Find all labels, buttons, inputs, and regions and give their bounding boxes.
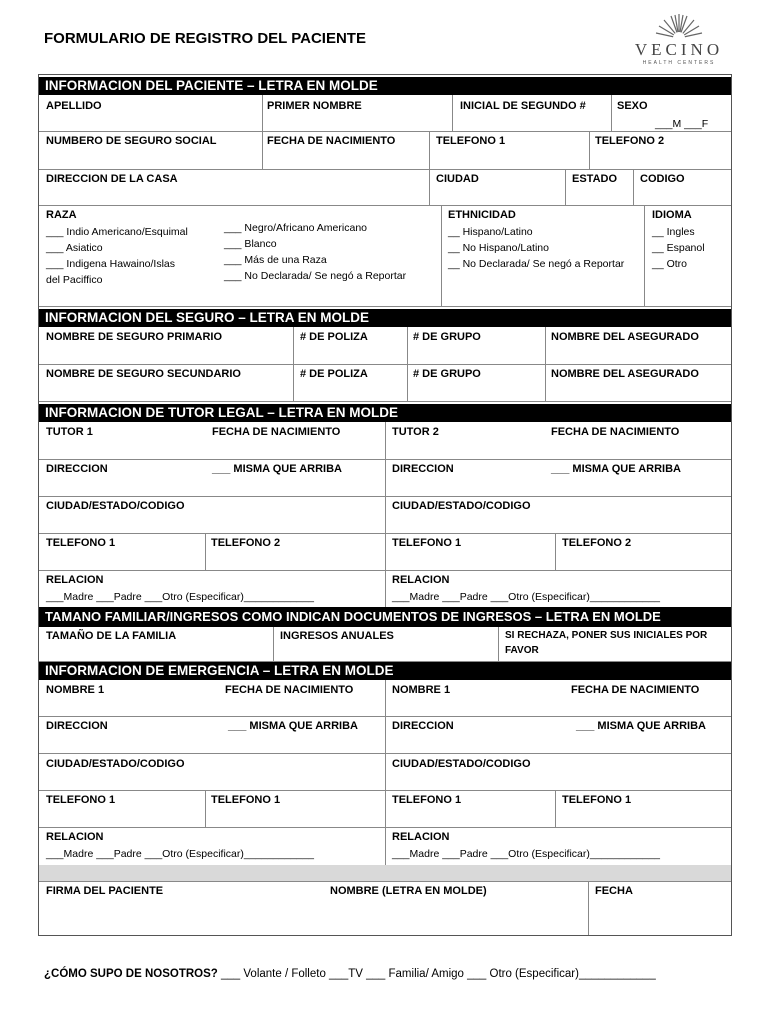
ssn-field[interactable]: NUMBERO DE SEGURO SOCIAL: [46, 135, 217, 147]
idioma-label: IDIOMA: [652, 209, 692, 221]
how-found-options[interactable]: ___ Volante / Folleto ___TV ___ Familia/ Amigo ___ Otro (Especificar)____________: [221, 968, 656, 980]
income-section-header: TAMANO FAMILIAR/INGRESOS COMO INDICAN DOCUMENTOS DE INGRESOS – LETRA EN MOLDE: [39, 607, 731, 627]
asegurado-field[interactable]: NOMBRE DEL ASEGURADO: [551, 331, 699, 343]
emergencia1-direccion-field[interactable]: DIRECCION: [46, 720, 108, 732]
inicial-field[interactable]: INICIAL DE SEGUNDO #: [460, 100, 586, 112]
emergencia1-misma-checkbox[interactable]: ___ MISMA QUE ARRIBA: [228, 720, 358, 732]
logo-name: VECINO: [634, 40, 724, 59]
apellido-field[interactable]: APELLIDO: [46, 100, 102, 112]
how-found-us: [44, 968, 656, 980]
emergencia2-tel1-field[interactable]: TELEFONO 1: [392, 794, 462, 806]
poliza-field[interactable]: # DE POLIZA: [300, 331, 368, 343]
idioma-option[interactable]: __ Otro: [652, 258, 688, 270]
ethnicidad-label: ETHNICIDAD: [448, 209, 516, 221]
nombre-molde-field[interactable]: NOMBRE (LETRA EN MOLDE): [330, 885, 487, 897]
tutor2-misma-checkbox[interactable]: ___ MISMA QUE ARRIBA: [551, 463, 681, 475]
poliza-field[interactable]: # DE POLIZA: [300, 368, 368, 380]
emergencia2-ciudad-field[interactable]: CIUDAD/ESTADO/CODIGO: [392, 758, 531, 770]
raza-option[interactable]: ___ Negro/Africano Americano: [224, 222, 367, 234]
emergencia1-dob-field[interactable]: FECHA DE NACIMIENTO: [225, 684, 354, 696]
idioma-option[interactable]: __ Espanol: [652, 242, 705, 254]
ethnicidad-option[interactable]: __ No Hispano/Latino: [448, 242, 549, 254]
rechaza-field-cont: FAVOR: [505, 645, 539, 656]
emergencia1-relacion-label: RELACION: [46, 831, 104, 843]
tutor2-direccion-field[interactable]: DIRECCION: [392, 463, 454, 475]
direccion-field[interactable]: DIRECCION DE LA CASA: [46, 173, 178, 185]
tutor1-direccion-field[interactable]: DIRECCION: [46, 463, 108, 475]
raza-option[interactable]: ___ No Declarada/ Se negó a Reportar: [224, 270, 407, 282]
emergency-section-header: INFORMACION DE EMERGENCIA – LETRA EN MOLDE: [39, 662, 731, 680]
tutor1-misma-checkbox[interactable]: ___ MISMA QUE ARRIBA: [212, 463, 342, 475]
emergencia1-tel1-field[interactable]: TELEFONO 1: [46, 794, 116, 806]
sunburst-icon: [624, 10, 734, 40]
asegurado-field[interactable]: NOMBRE DEL ASEGURADO: [551, 368, 699, 380]
raza-option[interactable]: ___ Blanco: [224, 238, 277, 250]
emergencia2-dob-field[interactable]: FECHA DE NACIMIENTO: [571, 684, 700, 696]
tutor2-dob-field[interactable]: FECHA DE NACIMIENTO: [551, 426, 680, 438]
tutor1-dob-field[interactable]: FECHA DE NACIMIENTO: [212, 426, 341, 438]
firma-field[interactable]: FIRMA DEL PACIENTE: [46, 885, 164, 897]
tutor2-tel1-field[interactable]: TELEFONO 1: [392, 537, 462, 549]
estado-field[interactable]: ESTADO: [572, 173, 618, 185]
logo-tagline: HEALTH CENTERS: [642, 60, 716, 66]
seguro-primario-field[interactable]: NOMBRE DE SEGURO PRIMARIO: [46, 331, 223, 343]
emergencia2-relacion-label: RELACION: [392, 831, 450, 843]
raza-option-cont: del Paciffico: [46, 274, 103, 286]
tutor1-relacion-label: RELACION: [46, 574, 104, 586]
telefono1-field[interactable]: TELEFONO 1: [436, 135, 506, 147]
emergencia1-tel2-field[interactable]: TELEFONO 1: [211, 794, 281, 806]
tutor2-tel2-field[interactable]: TELEFONO 2: [562, 537, 632, 549]
idioma-option[interactable]: __ Ingles: [652, 226, 695, 238]
ethnicidad-option[interactable]: __ No Declarada/ Se negó a Reportar: [448, 258, 625, 270]
dob-field[interactable]: FECHA DE NACIMIENTO: [267, 135, 396, 147]
emergencia1-ciudad-field[interactable]: CIUDAD/ESTADO/CODIGO: [46, 758, 185, 770]
tutor2-relacion-label: RELACION: [392, 574, 450, 586]
ingresos-field[interactable]: INGRESOS ANUALES: [280, 630, 394, 642]
emergencia2-direccion-field[interactable]: DIRECCION: [392, 720, 454, 732]
rechaza-field[interactable]: SI RECHAZA, PONER SUS INICIALES POR: [505, 630, 708, 641]
tutor1-tel1-field[interactable]: TELEFONO 1: [46, 537, 116, 549]
sexo-options[interactable]: ___M ___F: [655, 118, 709, 130]
emergencia2-tel2-field[interactable]: TELEFONO 1: [562, 794, 632, 806]
tutor1-field[interactable]: TUTOR 1: [46, 426, 93, 438]
fecha-field[interactable]: FECHA: [595, 885, 633, 897]
raza-option[interactable]: ___ Asiatico: [46, 242, 103, 254]
tutor2-ciudad-field[interactable]: CIUDAD/ESTADO/CODIGO: [392, 500, 531, 512]
guardian-section-header: INFORMACION DE TUTOR LEGAL – LETRA EN MOLDE: [39, 404, 731, 422]
raza-option[interactable]: ___ Más de una Raza: [224, 254, 327, 266]
primer-nombre-field[interactable]: PRIMER NOMBRE: [267, 100, 362, 112]
familia-field[interactable]: TAMAÑO DE LA FAMILIA: [46, 630, 177, 642]
insurance-section-header: INFORMACION DEL SEGURO – LETRA EN MOLDE: [39, 309, 731, 327]
ciudad-field[interactable]: CIUDAD: [436, 173, 479, 185]
tutor1-tel2-field[interactable]: TELEFONO 2: [211, 537, 281, 549]
tutor1-relacion-options[interactable]: ___Madre ___Padre ___Otro (Especificar)____________: [46, 591, 314, 603]
telefono2-field[interactable]: TELEFONO 2: [595, 135, 665, 147]
sexo-field[interactable]: SEXO: [617, 100, 648, 112]
codigo-field[interactable]: CODIGO: [640, 173, 685, 185]
tutor2-relacion-options[interactable]: ___Madre ___Padre ___Otro (Especificar)____________: [392, 591, 660, 603]
emergencia2-relacion-options[interactable]: ___Madre ___Padre ___Otro (Especificar)____________: [392, 848, 660, 860]
how-found-question: ¿CÓMO SUPO DE NOSOTROS?: [44, 968, 218, 980]
vecino-logo: [624, 10, 734, 66]
separator-bar: [39, 865, 731, 881]
patient-section-header: INFORMACION DEL PACIENTE – LETRA EN MOLDE: [39, 77, 731, 95]
emergencia1-nombre-field[interactable]: NOMBRE 1: [46, 684, 105, 696]
raza-label: RAZA: [46, 209, 77, 221]
grupo-field[interactable]: # DE GRUPO: [413, 331, 481, 343]
emergencia2-misma-checkbox[interactable]: ___ MISMA QUE ARRIBA: [576, 720, 706, 732]
tutor2-field[interactable]: TUTOR 2: [392, 426, 439, 438]
page-title: FORMULARIO DE REGISTRO DEL PACIENTE: [44, 30, 366, 47]
tutor1-ciudad-field[interactable]: CIUDAD/ESTADO/CODIGO: [46, 500, 185, 512]
raza-option[interactable]: ___ Indigena Hawaino/Islas: [46, 258, 176, 270]
grupo-field[interactable]: # DE GRUPO: [413, 368, 481, 380]
seguro-secundario-field[interactable]: NOMBRE DE SEGURO SECUNDARIO: [46, 368, 241, 380]
raza-option[interactable]: ___ Indio Americano/Esquimal: [46, 226, 188, 238]
emergencia1-relacion-options[interactable]: ___Madre ___Padre ___Otro (Especificar)____________: [46, 848, 314, 860]
emergencia2-nombre-field[interactable]: NOMBRE 1: [392, 684, 451, 696]
ethnicidad-option[interactable]: __ Hispano/Latino: [448, 226, 533, 238]
